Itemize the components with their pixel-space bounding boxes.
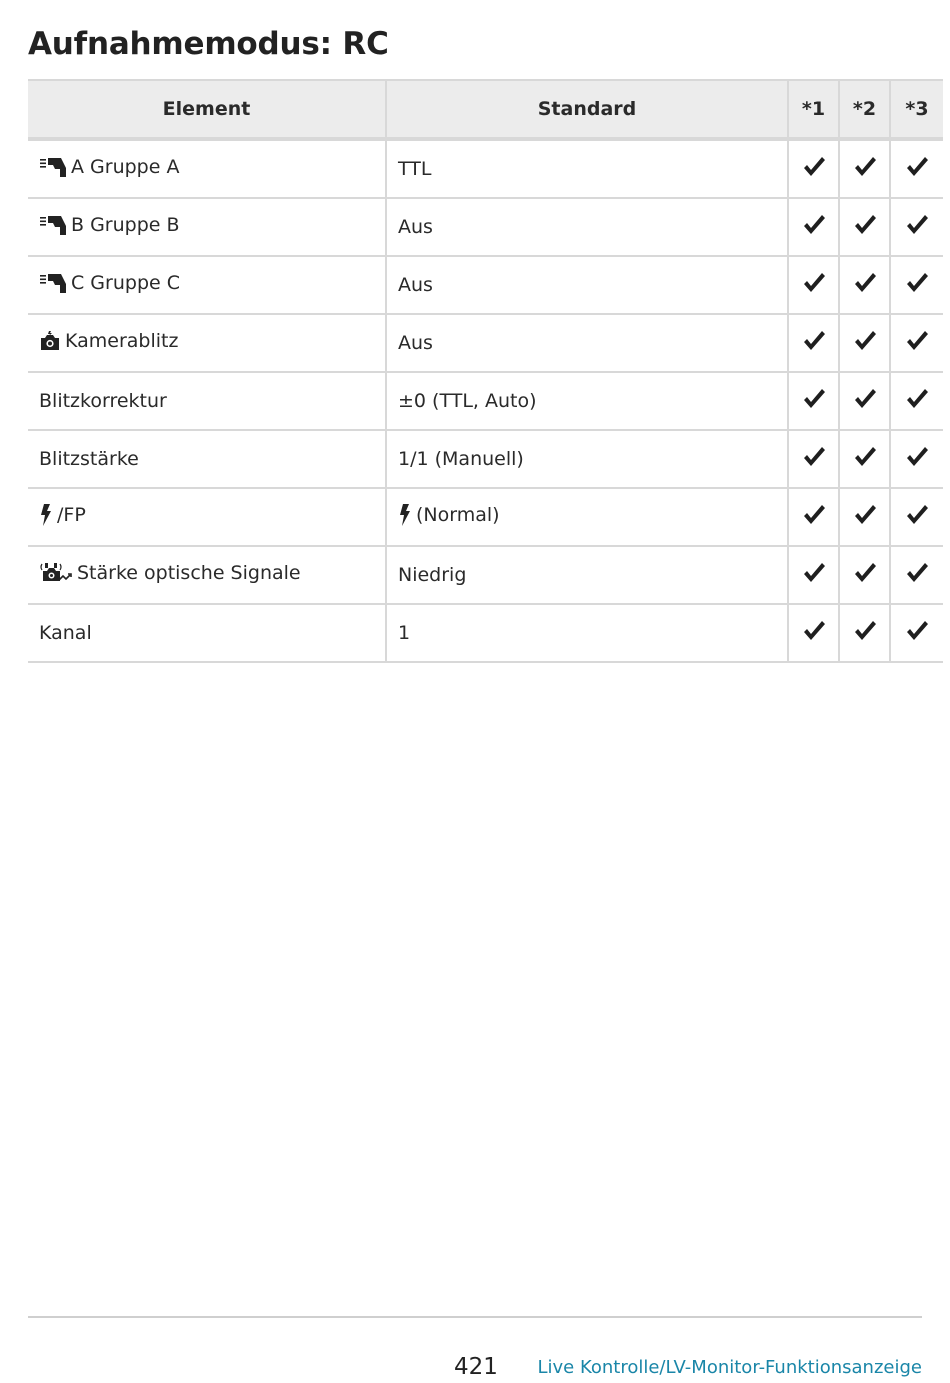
cell-mode-3: [890, 372, 943, 430]
standard-value: Niedrig: [398, 564, 467, 586]
checkmark-icon: [802, 156, 826, 178]
cell-mode-2: [839, 604, 890, 662]
standard-value: 1: [398, 622, 411, 644]
cell-mode-1: [788, 314, 839, 372]
cell-mode-2: [839, 488, 890, 546]
standard-value: Aus: [398, 332, 433, 354]
cell-mode-2: [839, 256, 890, 314]
header-standard: Standard: [386, 80, 788, 139]
standard-value: Aus: [398, 216, 433, 238]
cell-element: [28, 139, 386, 198]
checkmark-icon: [905, 388, 929, 410]
checkmark-icon: [802, 504, 826, 526]
checkmark-icon: [802, 562, 826, 584]
cell-standard: [386, 604, 788, 662]
checkmark-icon: [802, 272, 826, 294]
header-mode-2: *2: [839, 80, 890, 139]
standard-value: Aus: [398, 274, 433, 296]
remote-flash-group-icon: [39, 215, 67, 235]
remote-flash-group-icon: [39, 273, 67, 293]
flash-bolt-icon: [39, 504, 53, 526]
cell-mode-3: [890, 488, 943, 546]
table-header: [28, 80, 943, 139]
cell-standard: [386, 488, 788, 546]
cell-element: [28, 372, 386, 430]
cell-mode-1: [788, 139, 839, 198]
cell-standard: [386, 430, 788, 488]
standard-value: TTL: [398, 158, 432, 180]
element-label: B Gruppe B: [71, 214, 180, 236]
cell-mode-1: [788, 604, 839, 662]
checkmark-icon: [853, 156, 877, 178]
checkmark-icon: [853, 504, 877, 526]
cell-mode-3: [890, 314, 943, 372]
optical-signal-icon: [39, 562, 73, 584]
cell-mode-2: [839, 314, 890, 372]
checkmark-icon: [853, 562, 877, 584]
standard-value: 1/1 (Manuell): [398, 448, 524, 470]
table-row: [28, 546, 943, 604]
header-mode-1: *1: [788, 80, 839, 139]
table-row: [28, 139, 943, 198]
cell-standard: [386, 314, 788, 372]
cell-mode-3: [890, 139, 943, 198]
cell-mode-1: [788, 198, 839, 256]
checkmark-icon: [905, 620, 929, 642]
cell-element: [28, 488, 386, 546]
checkmark-icon: [905, 330, 929, 352]
cell-mode-2: [839, 198, 890, 256]
cell-standard: [386, 372, 788, 430]
remote-flash-group-icon: [39, 157, 67, 177]
element-label: A Gruppe A: [71, 156, 180, 178]
checkmark-icon: [853, 620, 877, 642]
checkmark-icon: [802, 330, 826, 352]
cell-mode-3: [890, 430, 943, 488]
checkmark-icon: [802, 214, 826, 236]
cell-standard: [386, 198, 788, 256]
standard-value: ±0 (TTL, Auto): [398, 390, 537, 412]
checkmark-icon: [802, 388, 826, 410]
camera-flash-icon: [39, 331, 61, 351]
table-row: [28, 430, 943, 488]
standard-value: (Normal): [416, 503, 500, 526]
table-body: [28, 139, 943, 662]
checkmark-icon: [905, 446, 929, 468]
cell-mode-1: [788, 256, 839, 314]
cell-standard: [386, 546, 788, 604]
cell-element: [28, 314, 386, 372]
checkmark-icon: [853, 214, 877, 236]
cell-mode-3: [890, 198, 943, 256]
cell-element: [28, 198, 386, 256]
cell-mode-3: [890, 546, 943, 604]
table-row: [28, 372, 943, 430]
checkmark-icon: [905, 214, 929, 236]
settings-table: [28, 79, 943, 663]
section-link[interactable]: Live Kontrolle/LV-Monitor-Funktionsanzeige: [537, 1357, 922, 1378]
cell-element: [28, 256, 386, 314]
table-row: [28, 604, 943, 662]
table-row: [28, 256, 943, 314]
cell-mode-1: [788, 430, 839, 488]
cell-element: [28, 604, 386, 662]
checkmark-icon: [802, 446, 826, 468]
cell-mode-3: [890, 604, 943, 662]
element-label: Kanal: [39, 622, 92, 644]
checkmark-icon: [853, 446, 877, 468]
flash-bolt-icon: [398, 504, 412, 526]
element-label: Kamerablitz: [65, 330, 179, 352]
table-row: [28, 314, 943, 372]
element-label: Blitzkorrektur: [39, 390, 167, 412]
table-row: [28, 198, 943, 256]
cell-mode-1: [788, 546, 839, 604]
element-label: C Gruppe C: [71, 272, 180, 294]
header-mode-3: *3: [890, 80, 943, 139]
cell-mode-2: [839, 139, 890, 198]
checkmark-icon: [853, 330, 877, 352]
checkmark-icon: [853, 388, 877, 410]
checkmark-icon: [802, 620, 826, 642]
checkmark-icon: [905, 562, 929, 584]
footer-divider: [28, 1316, 922, 1318]
page-number: 421: [454, 1354, 498, 1380]
element-label: /FP: [57, 503, 86, 526]
cell-mode-2: [839, 546, 890, 604]
cell-mode-3: [890, 256, 943, 314]
element-label: Blitzstärke: [39, 448, 139, 470]
cell-mode-2: [839, 430, 890, 488]
cell-element: [28, 546, 386, 604]
element-label: Stärke optische Signale: [77, 561, 301, 584]
cell-mode-1: [788, 372, 839, 430]
checkmark-icon: [905, 504, 929, 526]
checkmark-icon: [905, 272, 929, 294]
cell-mode-1: [788, 488, 839, 546]
checkmark-icon: [905, 156, 929, 178]
cell-mode-2: [839, 372, 890, 430]
cell-standard: [386, 139, 788, 198]
cell-standard: [386, 256, 788, 314]
checkmark-icon: [853, 272, 877, 294]
table-row: [28, 488, 943, 546]
page-title: Aufnahmemodus: RC: [28, 26, 389, 62]
cell-element: [28, 430, 386, 488]
header-element: Element: [28, 80, 386, 139]
